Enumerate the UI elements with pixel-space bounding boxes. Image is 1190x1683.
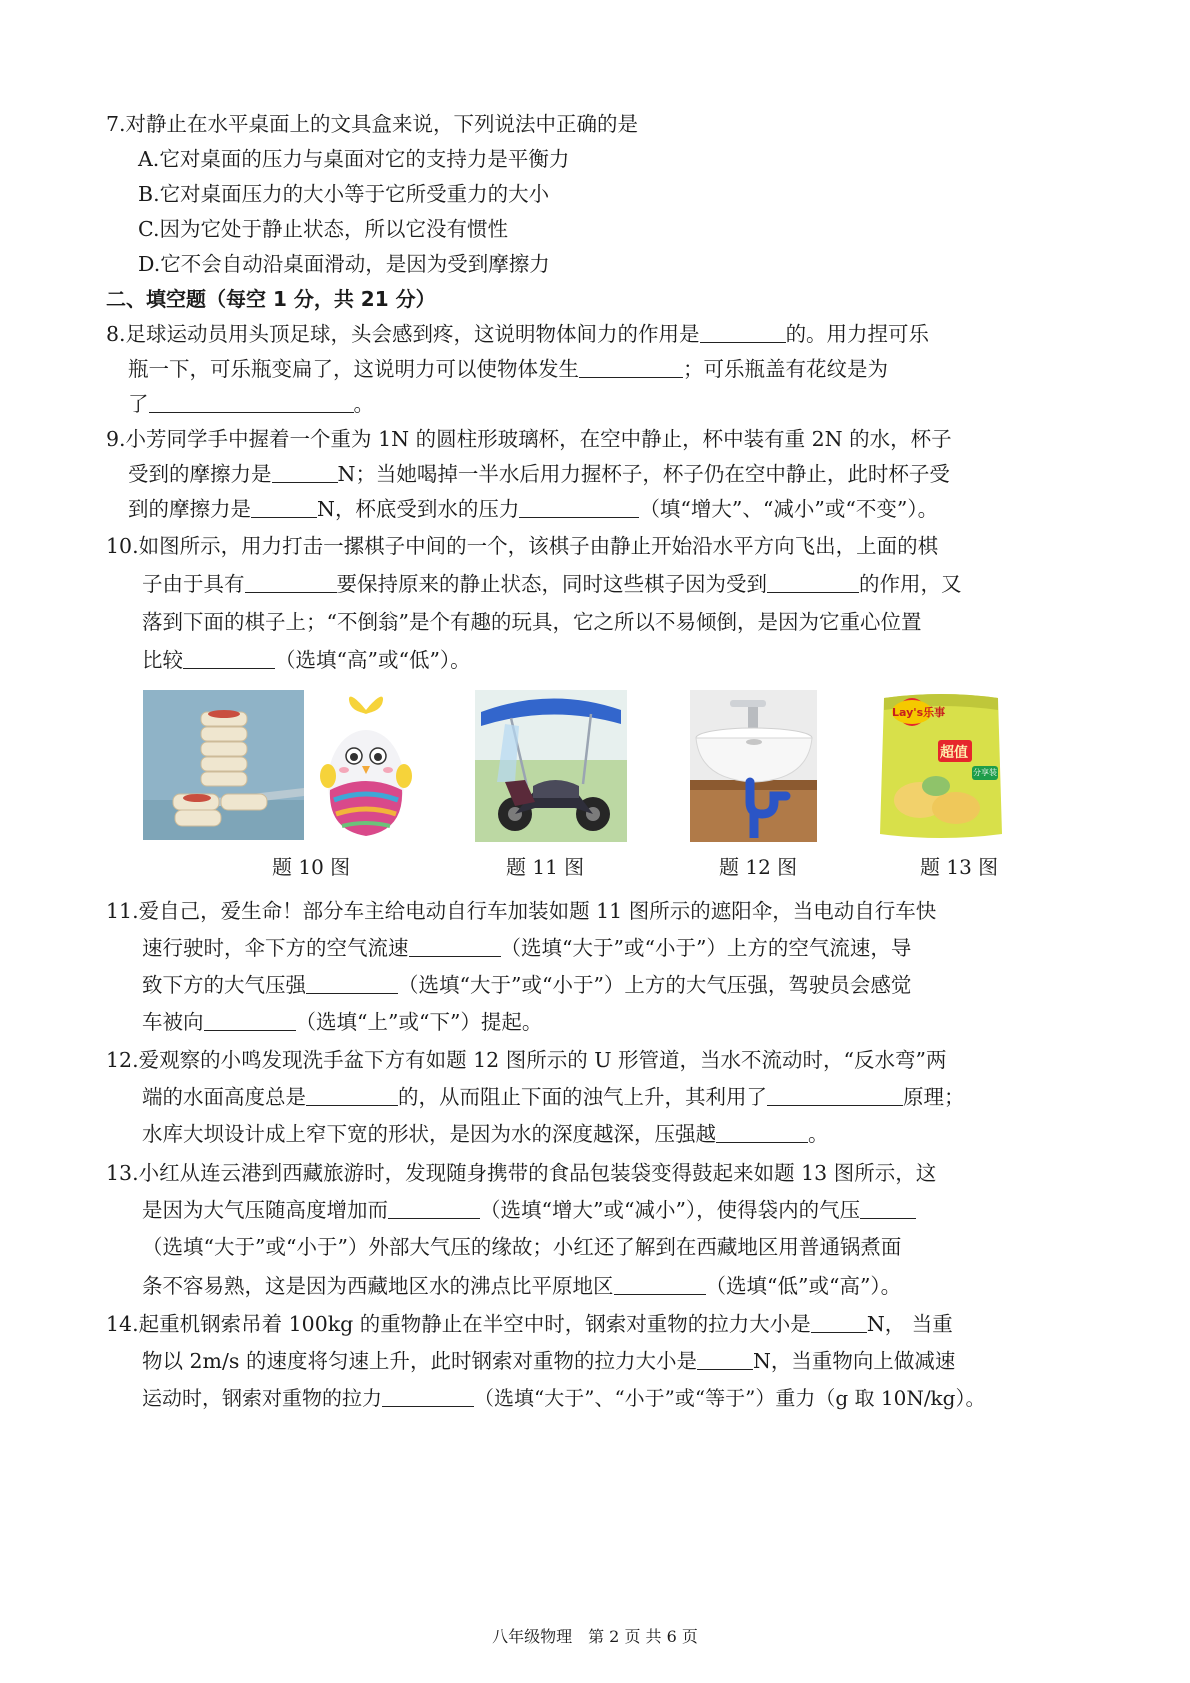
q9-line1: 9.小芳同学手中握着一个重为 1N 的圆柱形玻璃杯，在空中静止，杯中装有重 2N 的水，杯子	[106, 427, 952, 451]
answer-blank[interactable]	[306, 973, 398, 994]
q8-line1	[106, 320, 929, 348]
figure-caption-10: 题 10 图	[272, 855, 351, 879]
q7-option-d: D.它不会自动沿桌面滑动，是因为受到摩擦力	[138, 252, 550, 276]
q13-text: （选填“低”或“高”）。	[705, 1274, 902, 1298]
q14-line3	[142, 1384, 985, 1412]
answer-blank[interactable]	[767, 572, 859, 593]
q11-line4	[142, 1008, 542, 1036]
answer-blank[interactable]	[811, 1312, 867, 1333]
q11-text: （选填“上”或“下”）提起。	[295, 1010, 543, 1034]
q12-line1: 12.爱观察的小鸣发现洗手盆下方有如题 12 图所示的 U 形管道，当水不流动时，“反水弯”两	[106, 1048, 947, 1072]
q9-text: N；当她喝掉一半水后用力握杯子，杯子仍在空中静止，此时杯子受	[337, 462, 950, 486]
q10-text: 子由于具有	[142, 572, 245, 596]
answer-blank[interactable]	[183, 648, 275, 669]
chips-tag-text: 分享装	[973, 768, 997, 777]
q12-text: 水库大坝设计成上窄下宽的形状，是因为水的深度越深，压强越	[142, 1122, 716, 1146]
q10-line3: 落到下面的棋子上；“不倒翁”是个有趣的玩具，它之所以不易倾倒，是因为它重心位置	[142, 610, 922, 634]
answer-blank[interactable]	[767, 1085, 903, 1106]
q13-text: （选填“增大”或“减小”），使得袋内的气压	[480, 1198, 861, 1222]
q11-text: （选填“大于”或“小于”）上方的空气流速，导	[500, 936, 912, 960]
q12-text: 的，从而阻止下面的浊气上升，其利用了	[398, 1085, 767, 1109]
q14-text: 物以 2m/s 的速度将匀速上升，此时钢索对重物的拉力大小是	[142, 1349, 697, 1373]
q14-line1	[106, 1310, 953, 1338]
q11-text: 速行驶时，伞下方的空气流速	[142, 936, 409, 960]
q12-line3	[142, 1120, 829, 1148]
figure-washbasin-utrap	[690, 690, 817, 842]
q13-line2	[142, 1196, 916, 1224]
q11-text: （选填“大于”或“小于”）上方的大气压强，驾驶员会感觉	[398, 973, 912, 997]
q10-line2	[142, 570, 962, 598]
q9-text: （填“增大”、“减小”或“不变”）。	[639, 497, 939, 521]
q9-line2	[128, 460, 950, 488]
answer-blank[interactable]	[204, 1010, 296, 1031]
q8-text: 瓶一下，可乐瓶变扁了，这说明力可以使物体发生	[128, 357, 579, 381]
answer-blank[interactable]	[388, 1198, 480, 1219]
answer-blank[interactable]	[700, 322, 786, 343]
q12-line2	[142, 1083, 965, 1111]
q13-line3: （选填“大于”或“小于”）外部大气压的缘故；小红还了解到在西藏地区用普通锅煮面	[142, 1235, 902, 1259]
figure-chips-bag	[876, 690, 1006, 842]
q14-text: 运动时，钢索对重物的拉力	[142, 1386, 382, 1410]
answer-blank[interactable]	[251, 497, 317, 518]
q11-line3	[142, 971, 911, 999]
figure-caption-12: 题 12 图	[719, 855, 798, 879]
answer-blank[interactable]	[579, 357, 683, 378]
q14-line2	[142, 1347, 955, 1375]
q13-text: 是因为大气压随高度增加而	[142, 1198, 388, 1222]
answer-blank[interactable]	[245, 572, 337, 593]
q8-line3	[128, 390, 374, 418]
q7-option-c: C.因为它处于静止状态，所以它没有惯性	[138, 217, 508, 241]
q10-text: 比较	[142, 648, 183, 672]
figure-checkers-stack	[143, 690, 304, 840]
q7-option-b: B.它对桌面压力的大小等于它所受重力的大小	[138, 182, 550, 206]
answer-blank[interactable]	[149, 392, 354, 413]
q9-text: 到的摩擦力是	[128, 497, 251, 521]
q9-line3	[128, 495, 938, 523]
q8-text: 8.足球运动员用头顶足球，头会感到疼，这说明物体间力的作用是	[106, 322, 700, 346]
answer-blank[interactable]	[697, 1349, 753, 1370]
q12-text: 端的水面高度总是	[142, 1085, 306, 1109]
q13-line4	[142, 1272, 901, 1300]
q13-text: 条不容易熟，这是因为西藏地区水的沸点比平原地区	[142, 1274, 614, 1298]
q11-text: 车被向	[142, 1010, 204, 1034]
q14-text: N， 当重	[866, 1312, 953, 1336]
chips-badge-text: 超值	[940, 745, 968, 761]
q9-text: 受到的摩擦力是	[128, 462, 272, 486]
q11-line2	[142, 934, 911, 962]
q8-line2	[128, 355, 888, 383]
answer-blank[interactable]	[306, 1085, 398, 1106]
q12-text: 。	[808, 1122, 829, 1146]
q10-text: （选填“高”或“低”）。	[275, 648, 471, 672]
q14-text: 14.起重机钢索吊着 100kg 的重物静止在半空中时，钢索对重物的拉力大小是	[106, 1312, 811, 1336]
answer-blank[interactable]	[614, 1274, 706, 1295]
q11-text: 致下方的大气压强	[142, 973, 306, 997]
chips-brand-text: Lay's乐事	[892, 706, 946, 719]
q13-line1: 13.小红从连云港到西藏旅游时，发现随身携带的食品包装袋变得鼓起来如题 13 图所示，这	[106, 1161, 937, 1185]
q10-line1: 10.如图所示，用力打击一摞棋子中间的一个，该棋子由静止开始沿水平方向飞出，上面的棋	[106, 534, 939, 558]
q8-text: 的。用力捏可乐	[785, 322, 930, 346]
figure-caption-13: 题 13 图	[920, 855, 999, 879]
figure-scooter-canopy	[475, 690, 627, 842]
q14-text: （选填“大于”、“小于”或“等于”）重力（g 取 10N/kg）。	[474, 1386, 986, 1410]
answer-blank[interactable]	[382, 1386, 474, 1407]
q14-text: N，当重物向上做减速	[752, 1349, 956, 1373]
answer-blank[interactable]	[272, 462, 338, 483]
q8-text: 。	[353, 392, 374, 416]
q12-text: 原理；	[903, 1085, 965, 1109]
section-title: 二、填空题（每空 1 分，共 21 分）	[106, 287, 436, 311]
figure-tumbler-toy	[316, 690, 414, 842]
page-footer: 八年级物理 第 2 页 共 6 页	[492, 1627, 698, 1646]
answer-blank[interactable]	[860, 1198, 916, 1219]
q10-line4	[142, 646, 471, 674]
q8-text: ；可乐瓶盖有花纹是为	[683, 357, 888, 381]
q10-text: 的作用，又	[859, 572, 962, 596]
q8-text: 了	[128, 392, 149, 416]
q11-line1: 11.爱自己，爱生命！部分车主给电动自行车加装如题 11 图所示的遮阳伞，当电动自行车快	[106, 899, 937, 923]
q7-stem: 7.对静止在水平桌面上的文具盒来说，下列说法中正确的是	[106, 112, 639, 136]
q10-text: 要保持原来的静止状态，同时这些棋子因为受到	[336, 572, 767, 596]
q7-option-a: A.它对桌面的压力与桌面对它的支持力是平衡力	[138, 147, 570, 171]
answer-blank[interactable]	[716, 1122, 808, 1143]
answer-blank[interactable]	[519, 497, 639, 518]
q9-text: N，杯底受到水的压力	[317, 497, 520, 521]
figure-caption-11: 题 11 图	[506, 855, 585, 879]
answer-blank[interactable]	[409, 936, 501, 957]
